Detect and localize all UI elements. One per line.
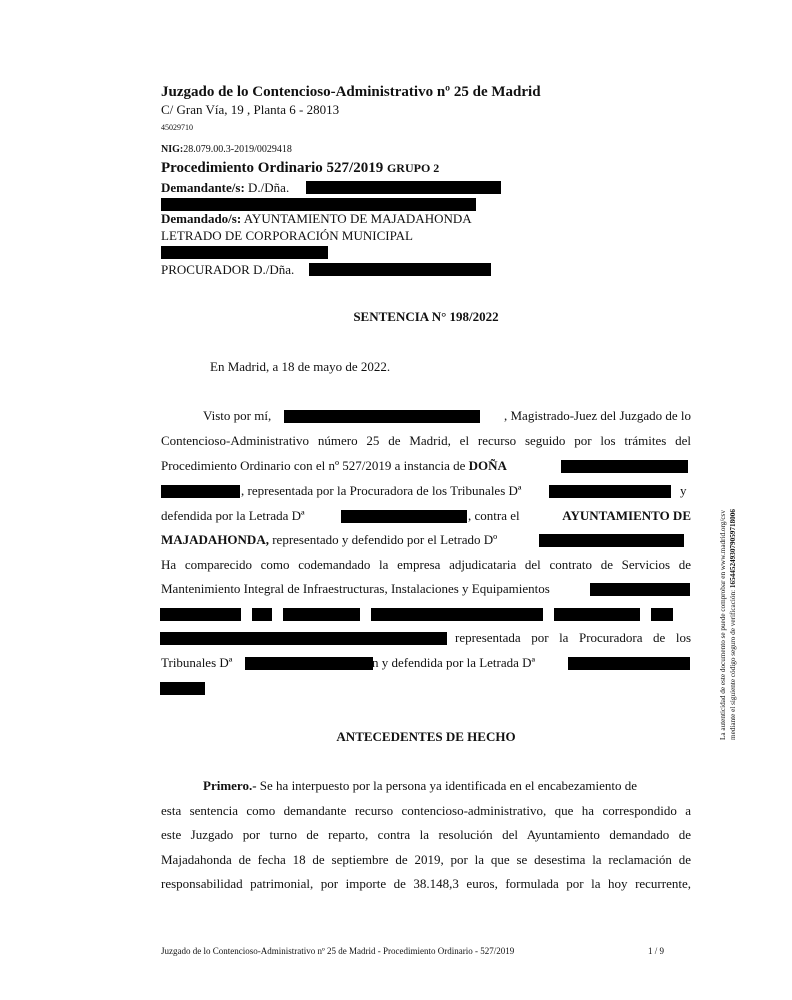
- plaintiff-label: Demandante/s:: [161, 180, 245, 195]
- redaction-bar: [554, 608, 640, 621]
- redaction-bar: [161, 485, 240, 498]
- procedure-line: [161, 160, 439, 177]
- verification-line-2-text: mediante el siguiente código seguro de verificación:: [729, 589, 737, 740]
- redaction-bar: [160, 608, 241, 621]
- redaction-bar: [160, 682, 205, 695]
- verification-note: [718, 460, 738, 740]
- defendant-label: Demandado/s:: [161, 211, 242, 226]
- redaction-bar: [371, 608, 543, 621]
- page-footer: Juzgado de lo Contencioso-Administrativo nº 25 de Madrid - Procedimiento Ordinario - 527/2019: [161, 946, 515, 956]
- visto-line-6a: MAJADAHONDA,: [161, 532, 269, 547]
- redaction-bar: [252, 608, 272, 621]
- redaction-bar: [306, 181, 501, 194]
- court-address: C/ Gran Vía, 19 , Planta 6 - 28013: [161, 102, 340, 117]
- visto-line-11a: Tribunales Dª: [161, 655, 233, 670]
- visto-line-11b: n y defendida por la Letrada Dª: [372, 655, 536, 670]
- redaction-bar: [590, 583, 690, 596]
- visto-line-3a: Procedimiento Ordinario con el nº 527/2019 a instancia de: [161, 458, 466, 473]
- visto-line-5bc: [468, 508, 691, 524]
- verification-code: 1654452493079059718006: [729, 509, 737, 589]
- redaction-bar: [161, 246, 328, 259]
- page-number: 1 / 9: [648, 946, 665, 956]
- court-code: 45029710: [161, 123, 193, 132]
- lawyer-line: LETRADO DE CORPORACIÓN MUNICIPAL: [161, 228, 413, 243]
- date-line: En Madrid, a 18 de mayo de 2022.: [210, 359, 391, 374]
- verification-line-2: [728, 460, 738, 740]
- nig-value: 28.079.00.3-2019/0029418: [183, 144, 292, 155]
- redaction-bar: [651, 608, 673, 621]
- visto-line-8: Mantenimiento Integral de Infraestructuras, Instalaciones y Equipamientos: [161, 581, 550, 596]
- nig-label: NIG:: [161, 144, 184, 155]
- redaction-bar: [539, 534, 684, 547]
- primero-line-2: esta sentencia como demandante recurso contencioso-administrativo, que ha correspondido a: [161, 803, 691, 818]
- redaction-bar: [283, 608, 360, 621]
- redaction-bar: [245, 657, 373, 670]
- section-title: ANTECEDENTES DE HECHO: [336, 729, 516, 744]
- visto-line-6b: representado y defendido por el Letrado Dº: [272, 532, 498, 547]
- primero-label: Primero.-: [203, 778, 257, 793]
- visto-line-4b: y: [680, 483, 687, 498]
- visto-line-3b: DOÑA: [468, 458, 507, 473]
- visto-line-1b: , Magistrado-Juez del Juzgado de lo: [503, 408, 691, 423]
- court-name: Juzgado de lo Contencioso-Administrativo nº 25 de Madrid: [161, 84, 541, 100]
- visto-line-10: representada por la Procuradora de los: [455, 630, 691, 645]
- visto-line-5a: defendida por la Letrada Dª: [161, 508, 305, 523]
- visto-line-1a: Visto por mí,: [203, 408, 272, 423]
- redaction-bar: [341, 510, 467, 523]
- verification-line-1: La autenticidad de este documento se puede comprobar en www.madrid.org/csv: [719, 510, 727, 740]
- procurator-line: PROCURADOR D./Dña.: [161, 262, 295, 277]
- primero-line-5: responsabilidad patrimonial, por importe de 38.148,3 euros, formulada por la hoy recurrente,: [161, 876, 691, 891]
- primero-line-4: Majadahonda de fecha 18 de septiembre de 2019, por la que se desestima la reclamación de: [161, 852, 691, 867]
- procedure-group: GRUPO 2: [386, 161, 440, 175]
- redaction-bar: [561, 460, 688, 473]
- visto-line-7: Ha comparecido como codemandado la empresa adjudicataria del contrato de Servicios de: [161, 557, 691, 572]
- redaction-bar: [568, 657, 690, 670]
- visto-line-2: Contencioso-Administrativo número 25 de Madrid, el recurso seguido por los trámites del: [161, 433, 691, 448]
- defendant-line: [161, 211, 472, 227]
- defendant-value: AYUNTAMIENTO DE MAJADAHONDA: [243, 211, 472, 226]
- redaction-bar: [309, 263, 491, 276]
- sentence-title: SENTENCIA N° 198/2022: [353, 309, 499, 324]
- visto-line-5b: , contra el: [468, 508, 520, 523]
- procedure-number: Procedimiento Ordinario 527/2019: [161, 160, 384, 176]
- redaction-bar: [160, 632, 447, 645]
- primero-line-1: [203, 778, 691, 794]
- plaintiff-line: [161, 180, 289, 196]
- nig-line: [161, 144, 292, 155]
- visto-line-4a: , representada por la Procuradora de los Tribunales Dª: [241, 483, 522, 498]
- primero-text-1: Se ha interpuesto por la persona ya identificada en el encabezamiento de: [259, 778, 637, 793]
- redaction-bar: [284, 410, 480, 423]
- redaction-bar: [161, 198, 476, 211]
- redaction-bar: [549, 485, 671, 498]
- plaintiff-value: D./Dña.: [248, 180, 290, 195]
- primero-line-3: este Juzgado por turno de reparto, contra la resolución del Ayuntamiento demandado de: [161, 827, 691, 842]
- visto-line-5c: AYUNTAMIENTO DE: [562, 508, 691, 523]
